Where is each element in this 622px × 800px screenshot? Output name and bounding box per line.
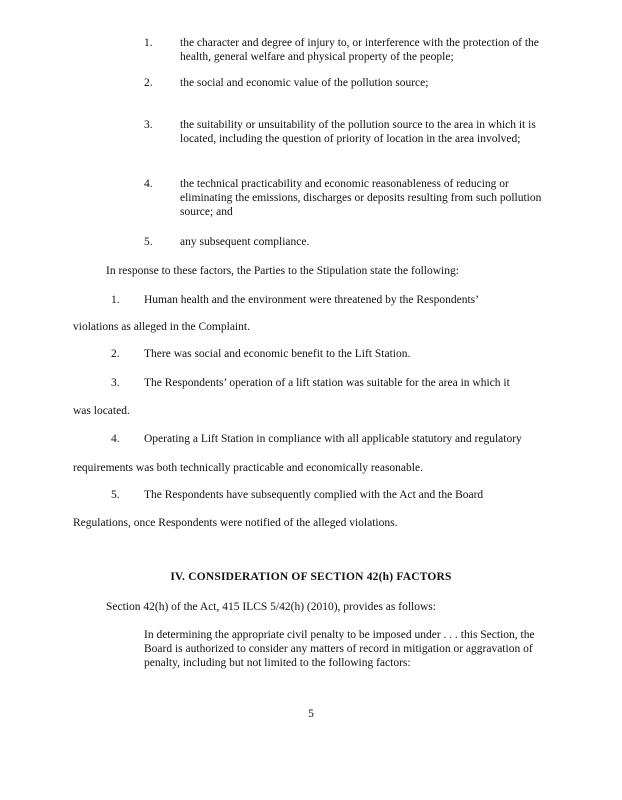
response-line: The Respondents’ operation of a lift station was suitable for the area in which it <box>144 377 510 389</box>
block-quote: In determining the appropriate civil penalty to be imposed under . . . this Section, the Board is authorized to consider any matters of record in mitigation or aggravation of penalty, including but not limited to the following factors: <box>144 629 535 669</box>
section-heading: IV. CONSIDERATION OF SECTION 42(h) FACTORS <box>170 571 452 583</box>
factor-number: 4. <box>144 178 153 190</box>
response-number: 3. <box>111 377 120 389</box>
factor-number: 1. <box>144 37 153 49</box>
factor-number: 2. <box>144 77 153 89</box>
response-line: The Respondents have subsequently complied with the Act and the Board <box>144 489 484 501</box>
response-number: 5. <box>111 489 120 501</box>
factor-text: any subsequent compliance. <box>180 236 310 248</box>
response-intro: In response to these factors, the Parties to the Stipulation state the following: <box>106 265 459 277</box>
factor-number: 5. <box>144 236 153 248</box>
response-number: 4. <box>111 433 120 445</box>
factor-text: the technical practicability and economic reasonableness of reducing or eliminating the emissions, discharges or deposits resulting from such pollution source; and <box>180 178 542 218</box>
response-line: Human health and the environment were threatened by the Respondents’ <box>144 294 479 306</box>
factor-number: 3. <box>144 119 153 131</box>
response-line: There was social and economic benefit to the Lift Station. <box>144 348 411 360</box>
response-line: violations as alleged in the Complaint. <box>73 321 250 333</box>
response-line: requirements was both technically practicable and economically reasonable. <box>73 462 423 474</box>
factor-text: the character and degree of injury to, or interference with the protection of the health, general welfare and physical property of the people; <box>180 37 539 63</box>
response-number: 1. <box>111 294 120 306</box>
response-line: Operating a Lift Station in compliance with all applicable statutory and regulatory <box>144 433 522 445</box>
factor-text: the social and economic value of the pollution source; <box>180 77 429 89</box>
response-number: 2. <box>111 348 120 360</box>
page-number: 5 <box>308 708 314 720</box>
response-line: was located. <box>73 405 130 417</box>
factor-text: the suitability or unsuitability of the pollution source to the area in which it is located, including the question of priority of location in the area involved; <box>180 119 536 145</box>
response-line: Regulations, once Respondents were notified of the alleged violations. <box>73 517 398 529</box>
section-intro: Section 42(h) of the Act, 415 ILCS 5/42(h) (2010), provides as follows: <box>106 601 436 613</box>
